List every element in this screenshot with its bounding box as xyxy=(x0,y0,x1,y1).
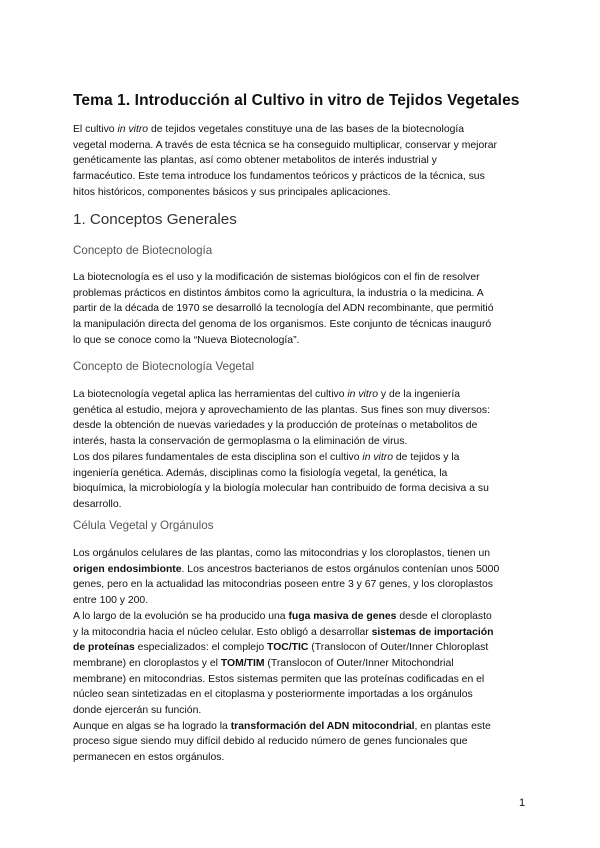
text-line: problemas prácticos en distintos ámbitos como la agricultura, la industria o la medicina. A xyxy=(73,287,484,299)
text-line: vegetal moderna. A través de esta técnica se ha conseguido multiplicar, conservar y mejorar xyxy=(73,139,497,151)
bold-term: TOC/TIC xyxy=(267,642,309,654)
text-run: El cultivo xyxy=(73,124,118,135)
italic-term: in vitro xyxy=(117,124,149,135)
text-run: La biotecnología vegetal aplica las herramientas del cultivo xyxy=(73,389,348,400)
text-line: ingeniería genética. Además, disciplinas como la fisiología vegetal, la genética, la xyxy=(73,467,448,479)
text-run: (Translocon of Outer/Inner Chloroplast xyxy=(308,642,489,654)
text-line: genética al estudio, mejora y aprovechamiento de las plantas. Sus fines son muy diversos: xyxy=(73,404,491,416)
text-line xyxy=(73,450,535,466)
celula-paragraph xyxy=(73,546,535,766)
text-run: . Los ancestros bacterianos de estos orgánulos contenían unos 5000 xyxy=(181,563,500,575)
text-line: genes, pero en la actualidad las mitocondrias poseen entre 3 y 67 genes, y los cloroplastos xyxy=(73,579,493,591)
text-line xyxy=(73,719,535,735)
text-line xyxy=(73,625,535,641)
text-line: donde ejercerán su función. xyxy=(73,705,202,717)
text-run: y la mitocondria hacia el núcleo celular. Esto obligó a desarrollar xyxy=(73,626,372,638)
text-line xyxy=(73,562,535,578)
bold-term: TOM/TIM xyxy=(220,657,265,669)
text-line: proceso sigue siendo muy difícil debido al reducido número de genes funcionales que xyxy=(73,736,468,748)
text-line: bioquímica, la microbiología y la biología molecular han contribuido de forma decisiva a su xyxy=(73,483,489,495)
biotec-paragraph xyxy=(73,270,535,349)
page-number: 1 xyxy=(519,797,526,809)
text-line: entre 100 y 200. xyxy=(73,595,149,607)
subsection-heading: Concepto de Biotecnología xyxy=(73,244,213,257)
text-line xyxy=(73,387,535,403)
bold-term: origen endosimbionte xyxy=(73,563,182,575)
text-line xyxy=(73,656,535,672)
text-run: A lo largo de la evolución se ha producido una xyxy=(73,610,289,622)
subsection-heading: Célula Vegetal y Orgánulos xyxy=(73,519,214,532)
bold-term: transformación del ADN mitocondrial xyxy=(230,720,415,732)
text-run: , en plantas este xyxy=(414,720,491,732)
text-run: especializados: el complejo xyxy=(134,642,268,654)
section-heading: 1. Conceptos Generales xyxy=(73,211,237,228)
bold-term: de proteínas xyxy=(73,642,135,654)
text-run: (Translocon of Outer/Inner Mitochondrial xyxy=(264,657,454,669)
bold-term: fuga masiva de genes xyxy=(288,610,397,622)
biotecveg-paragraph xyxy=(73,387,535,513)
text-line: interés, hasta la conservación de germoplasma o la eliminación de virus. xyxy=(73,436,408,448)
text-line: desarrollo. xyxy=(73,498,122,510)
document-title: Tema 1. Introducción al Cultivo in vitro de Tejidos Vegetales xyxy=(73,92,520,109)
text-line: hitos históricos, componentes básicos y sus principales aplicaciones. xyxy=(73,186,391,198)
text-run: Aunque en algas se ha logrado la xyxy=(73,720,231,732)
text-line: desde la obtención de nuevas variedades y la producción de proteínas o metabolitos de xyxy=(73,420,478,432)
subsection-heading: Concepto de Biotecnología Vegetal xyxy=(73,360,255,373)
text-line: la manipulación directa del genoma de los organismos. Este conjunto de técnicas inauguró xyxy=(73,319,492,331)
text-run: y de la ingeniería xyxy=(377,389,461,400)
text-run: de tejidos y la xyxy=(393,451,460,463)
text-line xyxy=(73,609,535,625)
text-run: membrane) en cloroplastos y el xyxy=(73,657,221,669)
text-line: La biotecnología es el uso y la modificación de sistemas biológicos con el fin de resolver xyxy=(73,272,480,283)
text-line: membrane) en mitocondrias. Estos sistemas permiten que las proteínas codificadas en el xyxy=(73,673,485,685)
text-line xyxy=(73,640,535,656)
text-line: lo que se conoce como la “Nueva Biotecnología”. xyxy=(73,334,300,346)
text-line: genéticamente las plantas, así como obtener metabolitos de interés industrial y xyxy=(73,155,437,167)
bold-term: sistemas de importación xyxy=(371,626,494,638)
text-line: farmacéutico. Este tema introduce los fundamentos teóricos y prácticos de la técnica, sus xyxy=(73,171,485,183)
italic-term: in vitro xyxy=(362,451,393,463)
text-run: desde el cloroplasto xyxy=(396,610,492,622)
italic-term: in vitro xyxy=(347,389,378,400)
intro-paragraph xyxy=(73,122,535,201)
text-line: permanecen en estos orgánulos. xyxy=(73,752,225,764)
text-run: de tejidos vegetales constituye una de las bases de la biotecnología xyxy=(148,124,465,135)
text-line: Los orgánulos celulares de las plantas, como las mitocondrias y los cloroplastos, tienen un xyxy=(73,548,491,559)
text-line xyxy=(73,122,535,138)
text-run: Los dos pilares fundamentales de esta disciplina son el cultivo xyxy=(73,451,363,463)
text-line: partir de la década de 1970 se desarrolló la tecnología del ADN recombinante, que permitió xyxy=(73,303,494,315)
text-line: núcleo sean sintetizadas en el citoplasma y posteriormente importadas a los orgánulos xyxy=(73,689,473,701)
